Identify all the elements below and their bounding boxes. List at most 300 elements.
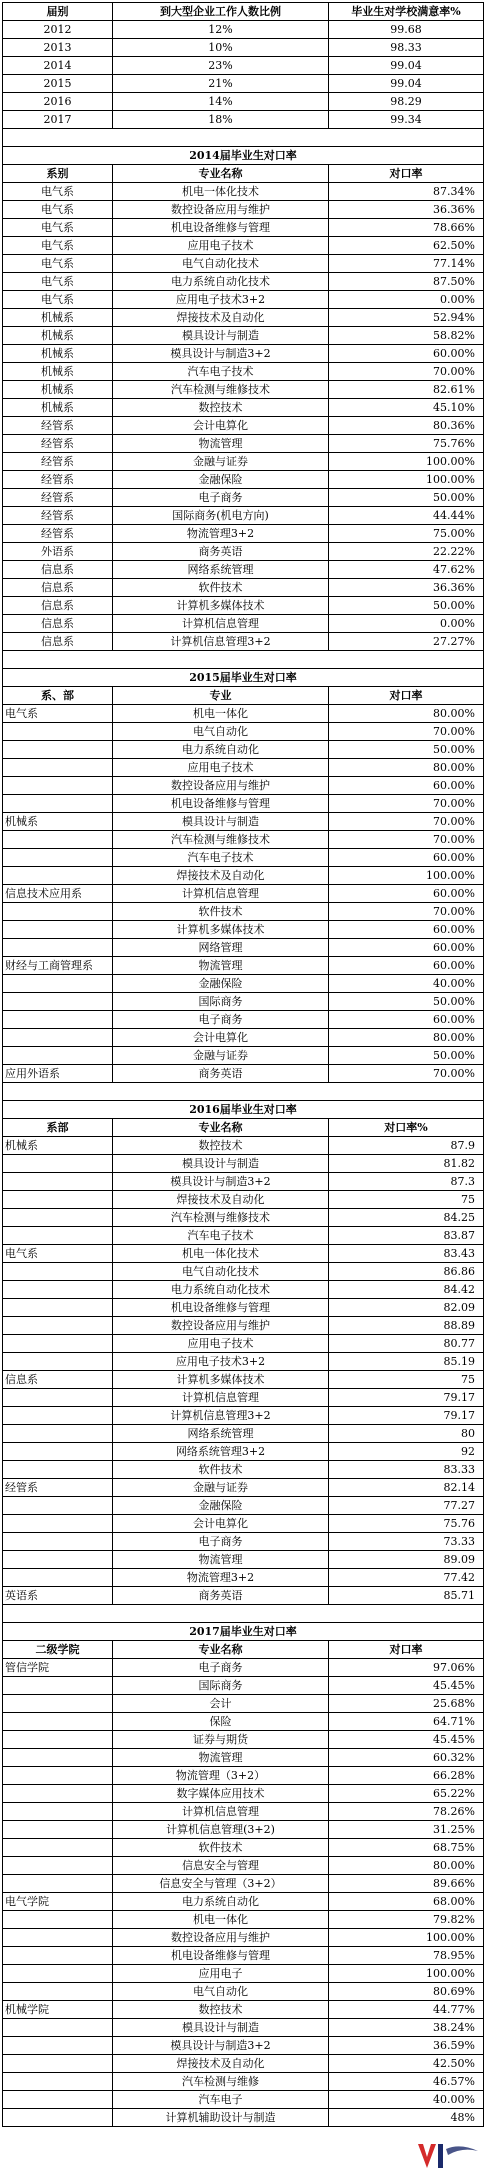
summary-row bbox=[3, 39, 484, 57]
rate-cell: 60.00% bbox=[329, 345, 484, 363]
satisfaction-cell: 99.34 bbox=[329, 111, 484, 129]
rate-cell: 77.27 bbox=[329, 1497, 484, 1515]
major-cell: 计算机信息管理3+2 bbox=[113, 633, 329, 651]
spacer-row bbox=[3, 651, 484, 669]
table-row bbox=[3, 723, 484, 741]
table-row bbox=[3, 453, 484, 471]
rate-cell: 25.68% bbox=[329, 1695, 484, 1713]
major-cell: 汽车检测与维修 bbox=[113, 2073, 329, 2091]
ratio-cell: 21% bbox=[113, 75, 329, 93]
table-row bbox=[3, 1749, 484, 1767]
major-cell: 模具设计与制造 bbox=[113, 813, 329, 831]
department-cell bbox=[3, 1515, 113, 1533]
table-row bbox=[3, 1947, 484, 1965]
ratio-cell: 10% bbox=[113, 39, 329, 57]
ratio-cell: 12% bbox=[113, 21, 329, 39]
rate-cell: 36.36% bbox=[329, 579, 484, 597]
department-cell bbox=[3, 867, 113, 885]
table-row bbox=[3, 2109, 484, 2127]
year-cell: 2017 bbox=[3, 111, 113, 129]
major-cell: 数控技术 bbox=[113, 399, 329, 417]
department-cell bbox=[3, 1569, 113, 1587]
department-cell bbox=[3, 1335, 113, 1353]
rate-cell: 84.42 bbox=[329, 1281, 484, 1299]
major-cell: 焊接技术及自动化 bbox=[113, 2055, 329, 2073]
major-cell: 保险 bbox=[113, 1713, 329, 1731]
major-cell: 软件技术 bbox=[113, 1461, 329, 1479]
rate-cell: 38.24% bbox=[329, 2019, 484, 2037]
major-cell: 焊接技术及自动化 bbox=[113, 309, 329, 327]
department-cell: 电气系 bbox=[3, 291, 113, 309]
table-row bbox=[3, 2019, 484, 2037]
rate-cell: 100.00% bbox=[329, 867, 484, 885]
rate-cell: 100.00% bbox=[329, 453, 484, 471]
table-row bbox=[3, 363, 484, 381]
major-cell: 会计电算化 bbox=[113, 1029, 329, 1047]
table-row bbox=[3, 1911, 484, 1929]
major-cell: 应用电子技术3+2 bbox=[113, 1353, 329, 1371]
rate-cell: 68.75% bbox=[329, 1839, 484, 1857]
rate-cell: 44.44% bbox=[329, 507, 484, 525]
rate-cell: 100.00% bbox=[329, 471, 484, 489]
department-cell bbox=[3, 1425, 113, 1443]
major-cell: 机电设备维修与管理 bbox=[113, 795, 329, 813]
table-row bbox=[3, 1785, 484, 1803]
major-cell: 网络系统管理 bbox=[113, 561, 329, 579]
major-cell: 计算机辅助设计与制造 bbox=[113, 2109, 329, 2127]
department-cell: 电气系 bbox=[3, 1245, 113, 1263]
rate-cell: 87.3 bbox=[329, 1173, 484, 1191]
rate-cell: 48% bbox=[329, 2109, 484, 2127]
rate-cell: 82.09 bbox=[329, 1299, 484, 1317]
major-cell: 汽车电子技术 bbox=[113, 849, 329, 867]
department-cell: 经管系 bbox=[3, 435, 113, 453]
department-cell: 信息系 bbox=[3, 579, 113, 597]
department-cell: 经管系 bbox=[3, 525, 113, 543]
rate-cell: 60.00% bbox=[329, 957, 484, 975]
department-cell: 电气系 bbox=[3, 183, 113, 201]
major-cell: 电力系统自动化 bbox=[113, 741, 329, 759]
satisfaction-cell: 99.04 bbox=[329, 75, 484, 93]
spreadsheet bbox=[2, 2, 483, 2127]
department-cell bbox=[3, 1497, 113, 1515]
watermark-logo bbox=[416, 2141, 482, 2171]
department-cell bbox=[3, 1731, 113, 1749]
header-cell: 对口率 bbox=[329, 1641, 484, 1659]
major-cell: 机电一体化技术 bbox=[113, 1245, 329, 1263]
rate-cell: 87.34% bbox=[329, 183, 484, 201]
major-cell: 国际商务 bbox=[113, 1677, 329, 1695]
major-cell: 应用电子 bbox=[113, 1965, 329, 1983]
table-row bbox=[3, 1425, 484, 1443]
rate-cell: 36.36% bbox=[329, 201, 484, 219]
table-row bbox=[3, 597, 484, 615]
rate-cell: 60.32% bbox=[329, 1749, 484, 1767]
satisfaction-cell: 98.33 bbox=[329, 39, 484, 57]
table-row bbox=[3, 741, 484, 759]
header-cell: 系部 bbox=[3, 1119, 113, 1137]
rate-cell: 83.87 bbox=[329, 1227, 484, 1245]
table-row bbox=[3, 1317, 484, 1335]
department-cell bbox=[3, 759, 113, 777]
header-cell: 对口率 bbox=[329, 687, 484, 705]
table-row bbox=[3, 849, 484, 867]
department-cell: 机械系 bbox=[3, 345, 113, 363]
department-cell: 管信学院 bbox=[3, 1659, 113, 1677]
rate-cell: 81.82 bbox=[329, 1155, 484, 1173]
table-row bbox=[3, 1695, 484, 1713]
table-row bbox=[3, 525, 484, 543]
table-row bbox=[3, 561, 484, 579]
department-cell bbox=[3, 831, 113, 849]
table-row bbox=[3, 291, 484, 309]
table-row bbox=[3, 1965, 484, 1983]
table-row bbox=[3, 1371, 484, 1389]
department-cell bbox=[3, 1317, 113, 1335]
major-cell: 计算机信息管理(3+2) bbox=[113, 1821, 329, 1839]
rate-cell: 62.50% bbox=[329, 237, 484, 255]
major-cell: 电气自动化技术 bbox=[113, 1263, 329, 1281]
major-cell: 会计 bbox=[113, 1695, 329, 1713]
header-cell: 对口率% bbox=[329, 1119, 484, 1137]
department-cell bbox=[3, 1839, 113, 1857]
major-cell: 应用电子技术 bbox=[113, 237, 329, 255]
major-cell: 物流管理3+2 bbox=[113, 525, 329, 543]
year-cell: 2016 bbox=[3, 93, 113, 111]
department-cell bbox=[3, 1713, 113, 1731]
department-cell bbox=[3, 1047, 113, 1065]
watermark-v-mark bbox=[418, 2144, 436, 2168]
table-row bbox=[3, 273, 484, 291]
department-cell: 电气系 bbox=[3, 705, 113, 723]
rate-cell: 47.62% bbox=[329, 561, 484, 579]
rate-cell: 100.00% bbox=[329, 1929, 484, 1947]
department-cell bbox=[3, 993, 113, 1011]
table-row bbox=[3, 1659, 484, 1677]
rate-cell: 70.00% bbox=[329, 903, 484, 921]
department-cell bbox=[3, 975, 113, 993]
department-cell bbox=[3, 1209, 113, 1227]
department-cell: 电气系 bbox=[3, 255, 113, 273]
table-row bbox=[3, 777, 484, 795]
rate-cell: 97.06% bbox=[329, 1659, 484, 1677]
rate-cell: 0.00% bbox=[329, 291, 484, 309]
rate-cell: 80.69% bbox=[329, 1983, 484, 2001]
table-row bbox=[3, 1983, 484, 2001]
department-cell bbox=[3, 1767, 113, 1785]
table-row bbox=[3, 759, 484, 777]
department-cell bbox=[3, 849, 113, 867]
rate-cell: 75.00% bbox=[329, 525, 484, 543]
department-cell bbox=[3, 1443, 113, 1461]
table-row bbox=[3, 615, 484, 633]
section-title-row bbox=[3, 1101, 484, 1119]
department-cell bbox=[3, 1947, 113, 1965]
data-table bbox=[2, 2, 484, 2127]
major-cell: 网络系统管理 bbox=[113, 1425, 329, 1443]
rate-cell: 0.00% bbox=[329, 615, 484, 633]
major-cell: 焊接技术及自动化 bbox=[113, 1191, 329, 1209]
major-cell: 焊接技术及自动化 bbox=[113, 867, 329, 885]
table-row bbox=[3, 471, 484, 489]
header-cell: 二级学院 bbox=[3, 1641, 113, 1659]
department-cell bbox=[3, 1353, 113, 1371]
department-cell: 机械学院 bbox=[3, 2001, 113, 2019]
rate-cell: 45.45% bbox=[329, 1731, 484, 1749]
department-cell bbox=[3, 1929, 113, 1947]
spacer-cell bbox=[3, 651, 484, 669]
department-cell bbox=[3, 1551, 113, 1569]
rate-cell: 65.22% bbox=[329, 1785, 484, 1803]
table-row bbox=[3, 633, 484, 651]
header-cell: 专业名称 bbox=[113, 1119, 329, 1137]
table-row bbox=[3, 327, 484, 345]
major-cell: 网络系统管理3+2 bbox=[113, 1443, 329, 1461]
department-cell bbox=[3, 2037, 113, 2055]
header-cell: 系、部 bbox=[3, 687, 113, 705]
department-cell: 机械系 bbox=[3, 813, 113, 831]
department-cell bbox=[3, 1461, 113, 1479]
major-cell: 汽车电子 bbox=[113, 2091, 329, 2109]
rate-cell: 42.50% bbox=[329, 2055, 484, 2073]
summary-row bbox=[3, 111, 484, 129]
major-cell: 电力系统自动化 bbox=[113, 1893, 329, 1911]
major-cell: 机电设备维修与管理 bbox=[113, 1947, 329, 1965]
major-cell: 数控技术 bbox=[113, 2001, 329, 2019]
rate-cell: 92 bbox=[329, 1443, 484, 1461]
ratio-cell: 23% bbox=[113, 57, 329, 75]
major-cell: 应用电子技术3+2 bbox=[113, 291, 329, 309]
major-cell: 金融保险 bbox=[113, 471, 329, 489]
rate-cell: 87.9 bbox=[329, 1137, 484, 1155]
department-cell bbox=[3, 2019, 113, 2037]
table-row bbox=[3, 2001, 484, 2019]
table-row bbox=[3, 1281, 484, 1299]
major-cell: 电子商务 bbox=[113, 489, 329, 507]
major-cell: 数字媒体应用技术 bbox=[113, 1785, 329, 1803]
major-cell: 软件技术 bbox=[113, 579, 329, 597]
major-cell: 应用电子技术 bbox=[113, 1335, 329, 1353]
table-row bbox=[3, 579, 484, 597]
rate-cell: 84.25 bbox=[329, 1209, 484, 1227]
year-cell: 2015 bbox=[3, 75, 113, 93]
major-cell: 机电设备维修与管理 bbox=[113, 219, 329, 237]
table-row bbox=[3, 1713, 484, 1731]
department-cell: 应用外语系 bbox=[3, 1065, 113, 1083]
rate-cell: 64.71% bbox=[329, 1713, 484, 1731]
major-cell: 物流管理 bbox=[113, 1551, 329, 1569]
major-cell: 电力系统自动化技术 bbox=[113, 1281, 329, 1299]
major-cell: 数控设备应用与维护 bbox=[113, 777, 329, 795]
rate-cell: 80.00% bbox=[329, 1029, 484, 1047]
department-cell bbox=[3, 1011, 113, 1029]
rate-cell: 77.42 bbox=[329, 1569, 484, 1587]
rate-cell: 83.33 bbox=[329, 1461, 484, 1479]
spacer-cell bbox=[3, 1083, 484, 1101]
major-cell: 电气自动化 bbox=[113, 1983, 329, 2001]
rate-cell: 89.09 bbox=[329, 1551, 484, 1569]
section-header-row bbox=[3, 165, 484, 183]
major-cell: 机电设备维修与管理 bbox=[113, 1299, 329, 1317]
department-cell bbox=[3, 741, 113, 759]
table-row bbox=[3, 1821, 484, 1839]
table-row bbox=[3, 1335, 484, 1353]
major-cell: 模具设计与制造3+2 bbox=[113, 345, 329, 363]
major-cell: 汽车检测与维修技术 bbox=[113, 831, 329, 849]
summary-row bbox=[3, 93, 484, 111]
major-cell: 金融与证券 bbox=[113, 1479, 329, 1497]
section-title: 2016届毕业生对口率 bbox=[3, 1101, 484, 1119]
table-row bbox=[3, 1767, 484, 1785]
table-row bbox=[3, 1191, 484, 1209]
watermark-bar bbox=[438, 2144, 443, 2168]
major-cell: 模具设计与制造 bbox=[113, 1155, 329, 1173]
department-cell: 电气系 bbox=[3, 273, 113, 291]
rate-cell: 80.00% bbox=[329, 1857, 484, 1875]
rate-cell: 75.76 bbox=[329, 1515, 484, 1533]
rate-cell: 60.00% bbox=[329, 777, 484, 795]
section-title-row bbox=[3, 147, 484, 165]
rate-cell: 100.00% bbox=[329, 1965, 484, 1983]
major-cell: 电气自动化 bbox=[113, 723, 329, 741]
department-cell bbox=[3, 777, 113, 795]
major-cell: 模具设计与制造 bbox=[113, 2019, 329, 2037]
department-cell bbox=[3, 1263, 113, 1281]
department-cell: 经管系 bbox=[3, 453, 113, 471]
major-cell: 计算机多媒体技术 bbox=[113, 1371, 329, 1389]
rate-cell: 79.17 bbox=[329, 1389, 484, 1407]
rate-cell: 68.00% bbox=[329, 1893, 484, 1911]
rate-cell: 45.10% bbox=[329, 399, 484, 417]
major-cell: 物流管理 bbox=[113, 1749, 329, 1767]
spacer-cell bbox=[3, 1605, 484, 1623]
major-cell: 计算机信息管理 bbox=[113, 1803, 329, 1821]
major-cell: 电子商务 bbox=[113, 1011, 329, 1029]
table-row bbox=[3, 795, 484, 813]
rate-cell: 70.00% bbox=[329, 831, 484, 849]
table-row bbox=[3, 2037, 484, 2055]
major-cell: 证券与期货 bbox=[113, 1731, 329, 1749]
rate-cell: 75.76% bbox=[329, 435, 484, 453]
table-row bbox=[3, 2091, 484, 2109]
table-row bbox=[3, 1443, 484, 1461]
department-cell bbox=[3, 939, 113, 957]
section-header-row bbox=[3, 1641, 484, 1659]
rate-cell: 60.00% bbox=[329, 885, 484, 903]
rate-cell: 75 bbox=[329, 1191, 484, 1209]
satisfaction-cell: 99.04 bbox=[329, 57, 484, 75]
table-row bbox=[3, 1461, 484, 1479]
department-cell bbox=[3, 1875, 113, 1893]
major-cell: 物流管理 bbox=[113, 435, 329, 453]
header-cell: 专业名称 bbox=[113, 165, 329, 183]
header-cell: 届别 bbox=[3, 3, 113, 21]
rate-cell: 78.66% bbox=[329, 219, 484, 237]
table-row bbox=[3, 1551, 484, 1569]
department-cell bbox=[3, 1821, 113, 1839]
rate-cell: 40.00% bbox=[329, 2091, 484, 2109]
department-cell: 信息系 bbox=[3, 1371, 113, 1389]
department-cell bbox=[3, 1983, 113, 2001]
spacer-row bbox=[3, 129, 484, 147]
rate-cell: 60.00% bbox=[329, 1011, 484, 1029]
department-cell: 经管系 bbox=[3, 507, 113, 525]
department-cell bbox=[3, 1533, 113, 1551]
department-cell: 电气学院 bbox=[3, 1893, 113, 1911]
department-cell: 经管系 bbox=[3, 489, 113, 507]
major-cell: 商务英语 bbox=[113, 1065, 329, 1083]
summary-row bbox=[3, 75, 484, 93]
header-cell: 到大型企业工作人数比例 bbox=[113, 3, 329, 21]
major-cell: 电气自动化技术 bbox=[113, 255, 329, 273]
rate-cell: 22.22% bbox=[329, 543, 484, 561]
department-cell: 财经与工商管理系 bbox=[3, 957, 113, 975]
table-row bbox=[3, 939, 484, 957]
rate-cell: 60.00% bbox=[329, 849, 484, 867]
table-row bbox=[3, 435, 484, 453]
major-cell: 模具设计与制造 bbox=[113, 327, 329, 345]
rate-cell: 88.89 bbox=[329, 1317, 484, 1335]
section-title: 2014届毕业生对口率 bbox=[3, 147, 484, 165]
major-cell: 软件技术 bbox=[113, 903, 329, 921]
table-row bbox=[3, 1479, 484, 1497]
table-row bbox=[3, 831, 484, 849]
table-row bbox=[3, 1569, 484, 1587]
table-row bbox=[3, 903, 484, 921]
department-cell: 机械系 bbox=[3, 309, 113, 327]
department-cell bbox=[3, 2091, 113, 2109]
rate-cell: 70.00% bbox=[329, 723, 484, 741]
header-cell: 专业名称 bbox=[113, 1641, 329, 1659]
rate-cell: 46.57% bbox=[329, 2073, 484, 2091]
department-cell bbox=[3, 1155, 113, 1173]
rate-cell: 70.00% bbox=[329, 813, 484, 831]
table-row bbox=[3, 1353, 484, 1371]
department-cell: 经管系 bbox=[3, 1479, 113, 1497]
table-row bbox=[3, 1263, 484, 1281]
spacer-cell bbox=[3, 129, 484, 147]
rate-cell: 85.71 bbox=[329, 1587, 484, 1605]
table-row bbox=[3, 993, 484, 1011]
major-cell: 计算机信息管理 bbox=[113, 885, 329, 903]
table-row bbox=[3, 1047, 484, 1065]
rate-cell: 78.95% bbox=[329, 1947, 484, 1965]
summary-header-row bbox=[3, 3, 484, 21]
rate-cell: 80.00% bbox=[329, 759, 484, 777]
ratio-cell: 18% bbox=[113, 111, 329, 129]
major-cell: 数控设备应用与维护 bbox=[113, 1929, 329, 1947]
rate-cell: 60.00% bbox=[329, 921, 484, 939]
rate-cell: 70.00% bbox=[329, 795, 484, 813]
major-cell: 商务英语 bbox=[113, 1587, 329, 1605]
department-cell: 信息系 bbox=[3, 561, 113, 579]
table-row bbox=[3, 1011, 484, 1029]
major-cell: 软件技术 bbox=[113, 1839, 329, 1857]
department-cell: 机械系 bbox=[3, 363, 113, 381]
department-cell bbox=[3, 1749, 113, 1767]
table-row bbox=[3, 1893, 484, 1911]
major-cell: 物流管理3+2 bbox=[113, 1569, 329, 1587]
section-title-row bbox=[3, 669, 484, 687]
table-row bbox=[3, 1839, 484, 1857]
section-title: 2015届毕业生对口率 bbox=[3, 669, 484, 687]
table-row bbox=[3, 1587, 484, 1605]
department-cell: 机械系 bbox=[3, 327, 113, 345]
table-row bbox=[3, 921, 484, 939]
table-row bbox=[3, 957, 484, 975]
rate-cell: 70.00% bbox=[329, 1065, 484, 1083]
major-cell: 商务英语 bbox=[113, 543, 329, 561]
